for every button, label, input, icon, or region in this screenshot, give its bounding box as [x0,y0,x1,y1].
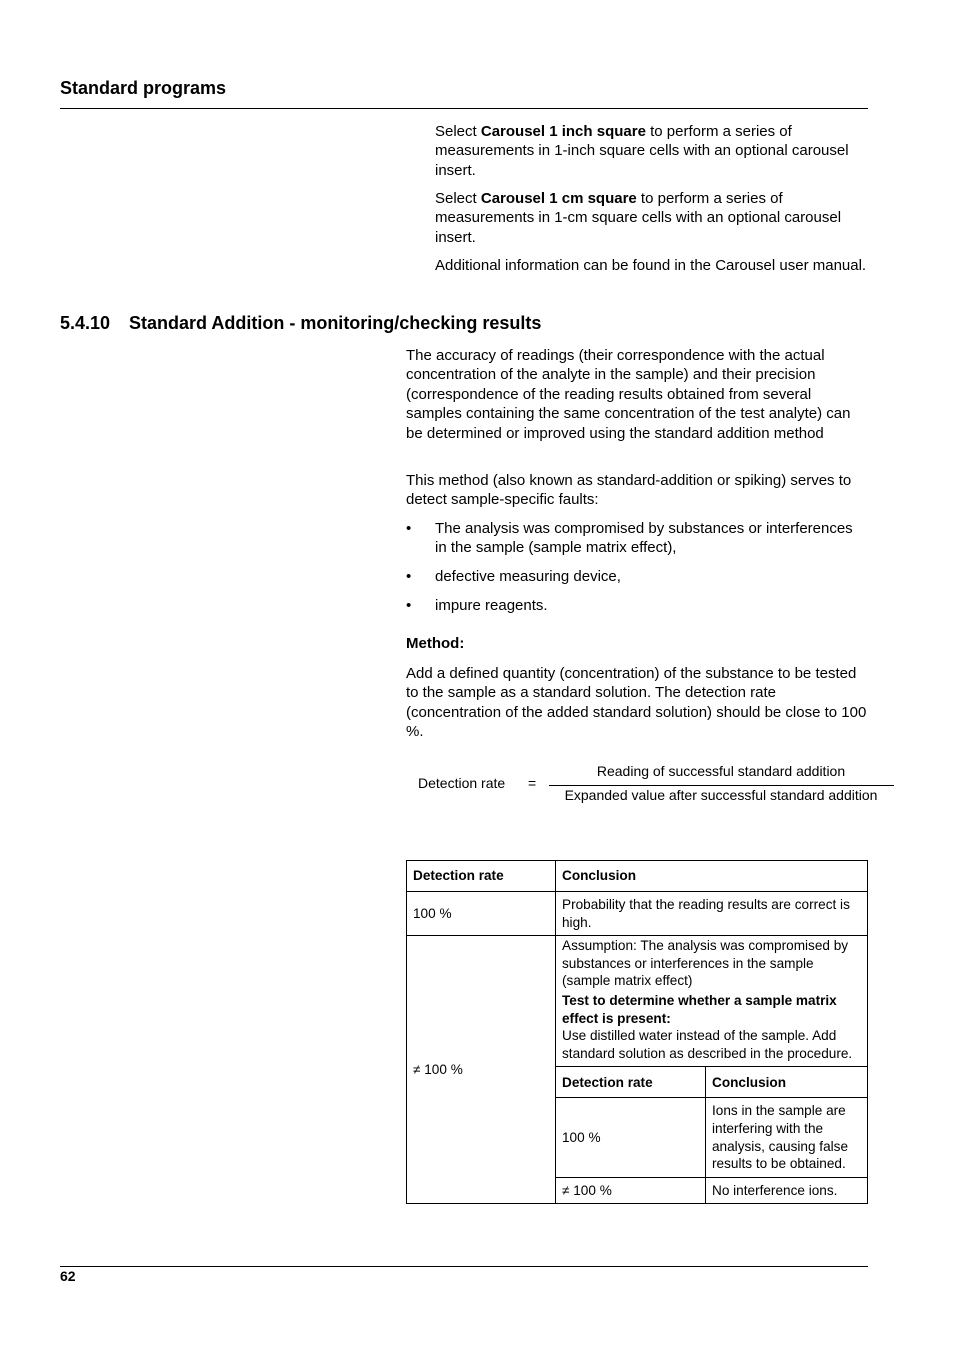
inner-rate-cell: ≠ 100 % [556,1177,706,1203]
rate-cell: 100 % [407,892,556,936]
header-rule [60,108,868,109]
page-number: 62 [60,1268,76,1284]
carousel-manual-note: Additional information can be found in the Carousel user manual. [435,257,867,274]
assumption-text: Assumption: The analysis was compromised by substances or interferences in the sample (sample matrix effect) [562,938,849,989]
header-conclusion: Conclusion [556,861,868,892]
carousel-inch-paragraph: Select Carousel 1 inch square to perform a series of measurements in 1-inch square cells with an optional carousel insert. [435,123,849,179]
detection-rate-table [406,860,868,1204]
formula-equals: = [528,775,537,791]
method-label: Method: [406,635,465,652]
carousel-cm-paragraph: Select Carousel 1 cm square to perform a series of measurements in 1-cm square cells with an optional carousel insert. [435,190,842,246]
carousel-cm-term: Carousel 1 cm square [480,190,637,207]
test-heading: Test to determine whether a sample matrix effect is present: [562,992,837,1026]
formula-denominator: Expanded value after successful standard addition [564,787,878,803]
inner-header-conclusion: Conclusion [706,1067,868,1098]
fraction-line [549,785,894,786]
inner-table-row [556,1098,867,1177]
method-description: This method (also known as standard-addition or spiking) serves to detect sample-specific faults: [406,472,852,509]
table-row [407,892,868,936]
formula-label: Detection rate [418,775,506,791]
inner-table-row [556,1177,867,1203]
inner-conclusion-cell: Ions in the sample are interfering with the analysis, causing false results to be obtained. [706,1098,868,1177]
intro-paragraph: The accuracy of readings (their correspondence with the actual concentration of the analyte in the sample) and their precision (correspondence of the reading results obtained from several samples containing the same concentration of the test analyte) can be determined or improved using the standard addition method [406,347,851,442]
test-instructions: Use distilled water instead of the sample. Add standard solution as described in the procedure. [562,1028,853,1061]
conclusion-cell: Probability that the reading results are correct is high. [556,892,868,936]
matrix-test-table [556,1066,867,1203]
carousel-inch-term: Carousel 1 inch square [480,123,646,140]
inner-rate-cell: 100 % [556,1098,706,1177]
table-row [407,936,868,1204]
section-number: 5.4.10 [60,313,111,333]
section-heading [60,313,541,334]
conclusion-cell [556,936,868,1204]
inner-header-row [556,1067,867,1098]
inner-header-detection-rate: Detection rate [556,1067,706,1098]
footer-rule [60,1266,868,1267]
header-detection-rate: Detection rate [407,861,556,892]
rate-cell: ≠ 100 % [407,936,556,1204]
table-header-row [407,861,868,892]
inner-conclusion-cell: No interference ions. [706,1177,868,1203]
formula-numerator: Reading of successful standard addition [596,763,846,779]
method-text: Add a defined quantity (concentration) of the substance to be tested to the sample as a standard solution. The detection rate (concentration of the added standard solution) should be close to 100 %. [406,665,867,741]
section-title: Standard Addition - monitoring/checking results [129,313,542,333]
page-header-title: Standard programs [60,78,227,98]
